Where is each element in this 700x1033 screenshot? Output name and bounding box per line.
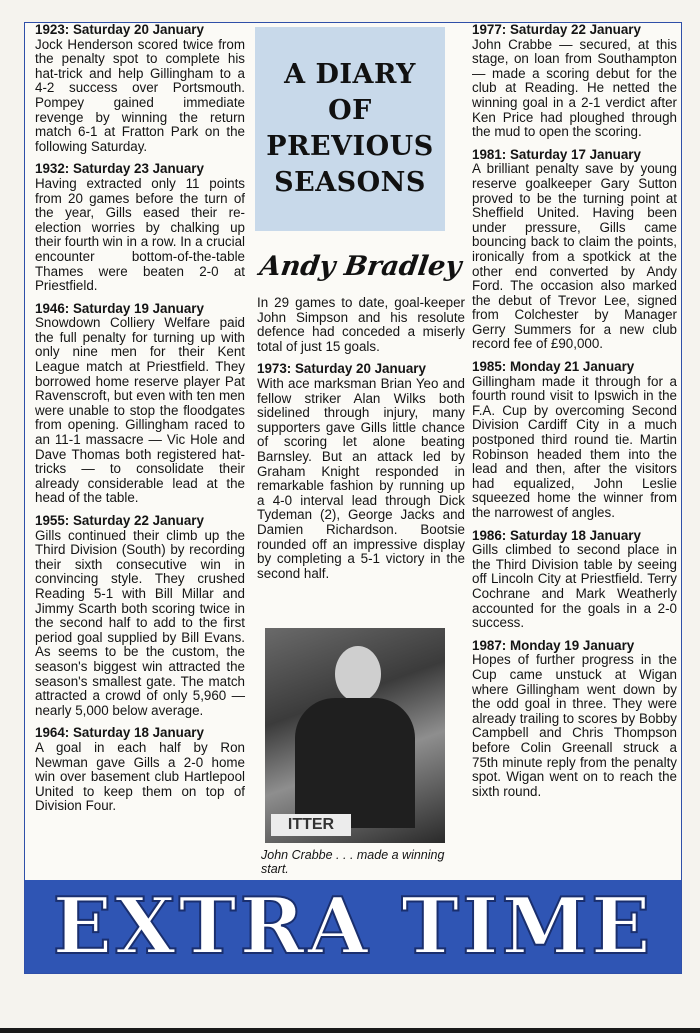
- entry-text: Gillingham made it through for a fourth round visit to Ipswich in the F.A. Cup by overcoming Second Division Cardiff City in a much postponed third round tie. Martin Robinson headed them into the lead and then, after the visitors had equalized, John Leslie squeezed home the winner from the narrowest of angles.: [472, 373, 677, 520]
- entry-text: Having extracted only 11 points from 20 games before the turn of the year, Gills eased their re-election worries by chalking up their fourth win in a row. In a crucial encounter bottom-of-the-table Thames were beaten 2-0 at Priestfield.: [35, 175, 245, 294]
- entry-heading: 1977: Saturday 22 January: [472, 22, 641, 37]
- intro-text: In 29 games to date, goal-keeper John Simpson and his resolute defence had conceded a miserly total of just 15 goals.: [257, 295, 465, 354]
- player-photo: [265, 628, 445, 843]
- entry-text: Gills climbed to second place in the Third Division table by seeing off Lincoln City at Priestfield. Terry Cochrane and Mark Weatherly accounted for the goals in a 2-0 success.: [472, 542, 677, 631]
- entry-text: Snowdown Colliery Welfare paid the full penalty for turning up with only nine men for their Kent League match at Priestfield. They borrowed home reserve player Pat Ravenscroft, but even with ten men were unable to stop the floodgates from opening. Gillingham raced to an 11-1 massacre — Vic Hole and Dave Thomas both registered hat-tricks — to consolidate their already considerable lead at the head of the table.: [35, 315, 245, 506]
- middle-column: [257, 296, 465, 589]
- diary-entry-1985: [472, 360, 677, 521]
- photo-caption: John Crabbe . . . made a winning start.: [261, 848, 445, 876]
- diary-entry-1977: [472, 23, 677, 140]
- entry-heading: 1923: Saturday 20 January: [35, 22, 204, 37]
- right-column: [472, 23, 677, 807]
- entry-text: A brilliant penalty save by young reserve goalkeeper Gary Sutton proved to be the turning point at Sheffield United. Having been under pressure, Gills came bouncing back to claim the points, ironically from a spotkick at the other end converted by Andy Ford. The occasion also marked the debut of Trevor Lee, signed from Colchester by Manager Gerry Summers for a new club record fee of £90,000.: [472, 161, 677, 352]
- diary-entry-1946: [35, 302, 245, 506]
- entry-heading: 1981: Saturday 17 January: [472, 146, 641, 162]
- entry-text: Jock Henderson scored twice from the penalty spot to complete his hat-trick and help Gillingham to a 4-2 success over Portsmouth. Pompey gained immediate revenge by winning the return match 6-1 at Fratton Park on the following Saturday.: [35, 36, 245, 154]
- bottom-rule: [0, 1028, 700, 1033]
- entry-heading: 1932: Saturday 23 January: [35, 161, 204, 177]
- title-line-4: SEASONS: [274, 167, 426, 198]
- entry-heading: 1964: Saturday 18 January: [35, 725, 204, 741]
- entry-heading: 1946: Saturday 19 January: [35, 300, 204, 316]
- entry-text: Gills continued their climb up the Third Division (South) by recording their sixth consecutive win in convincing style. They crushed Reading 5-1 with Bill Millar and Jimmy Scarth both scoring twice in the second half to add to the first period goal supplied by Bill Evans. As seems to be the custom, the season's biggest win attracted the season's smallest gate. The match attracted a crowd of only 5,960 — nearly 5,000 below average.: [35, 527, 245, 718]
- photo-player-body: [295, 698, 415, 828]
- intro-paragraph: [257, 296, 465, 354]
- diary-entry-1932: [35, 162, 245, 293]
- entry-heading: 1985: Monday 21 January: [472, 359, 635, 375]
- photo-player-head: [335, 646, 381, 702]
- author-byline: Andy Bradley: [257, 251, 464, 282]
- entry-heading: 1955: Saturday 22 January: [35, 513, 204, 528]
- title-line-1: A DIARY: [284, 59, 416, 90]
- diary-entry-1981: [472, 148, 677, 352]
- entry-text: John Crabbe — secured, at this stage, on loan from Southampton — made a scoring debut for the club at Reading. He netted the winning goal in a 2-1 verdict after Ken Price had ploughed through the mud to open the scoring.: [472, 36, 677, 140]
- title-line-3: PREVIOUS: [266, 131, 434, 162]
- diary-entry-1923: [35, 23, 245, 154]
- entry-text: Hopes of further progress in the Cup came unstuck at Wigan where Gillingham went down by the odd goal in three. They were already trailing to scores by Bobby Campbell and Chris Thompson before Colin Greenall struck a 75th minute reply from the penalty spot. Wigan went on to reach the sixth round.: [472, 652, 677, 799]
- diary-entry-1973: [257, 362, 465, 581]
- entry-heading: 1973: Saturday 20 January: [257, 361, 426, 377]
- left-column: [35, 23, 245, 822]
- entry-text: A goal in each half by Ron Newman gave Gills a 2-0 home win over basement club Hartlepool United to keep them on top of Division Four.: [35, 739, 245, 814]
- diary-entry-1987: [472, 639, 677, 800]
- diary-entry-1964: [35, 726, 245, 814]
- title-box: [255, 27, 445, 231]
- entry-heading: 1987: Monday 19 January: [472, 637, 635, 653]
- entry-text: With ace marksman Brian Yeo and fellow striker Alan Wilks both sidelined through injury, many supporters gave Gills little chance of scoring let alone beating Barnsley. But an attack led by Graham Knight responded in remarkable fashion by running up a 4-0 interval lead through Dick Tydeman (2), George Jacks and Damien Richardson. Bootsie rounded off an impressive display by completing a 5-1 victory in the second half.: [257, 375, 465, 581]
- extra-time-banner: [25, 880, 681, 973]
- diary-entry-1955: [35, 514, 245, 718]
- entry-heading: 1986: Saturday 18 January: [472, 527, 641, 543]
- banner-title: EXTRA TIME: [52, 880, 654, 972]
- photo-sign: ITTER: [271, 814, 351, 836]
- diary-entry-1986: [472, 529, 677, 631]
- magazine-page: [24, 22, 682, 974]
- title-line-2: OF: [328, 95, 372, 126]
